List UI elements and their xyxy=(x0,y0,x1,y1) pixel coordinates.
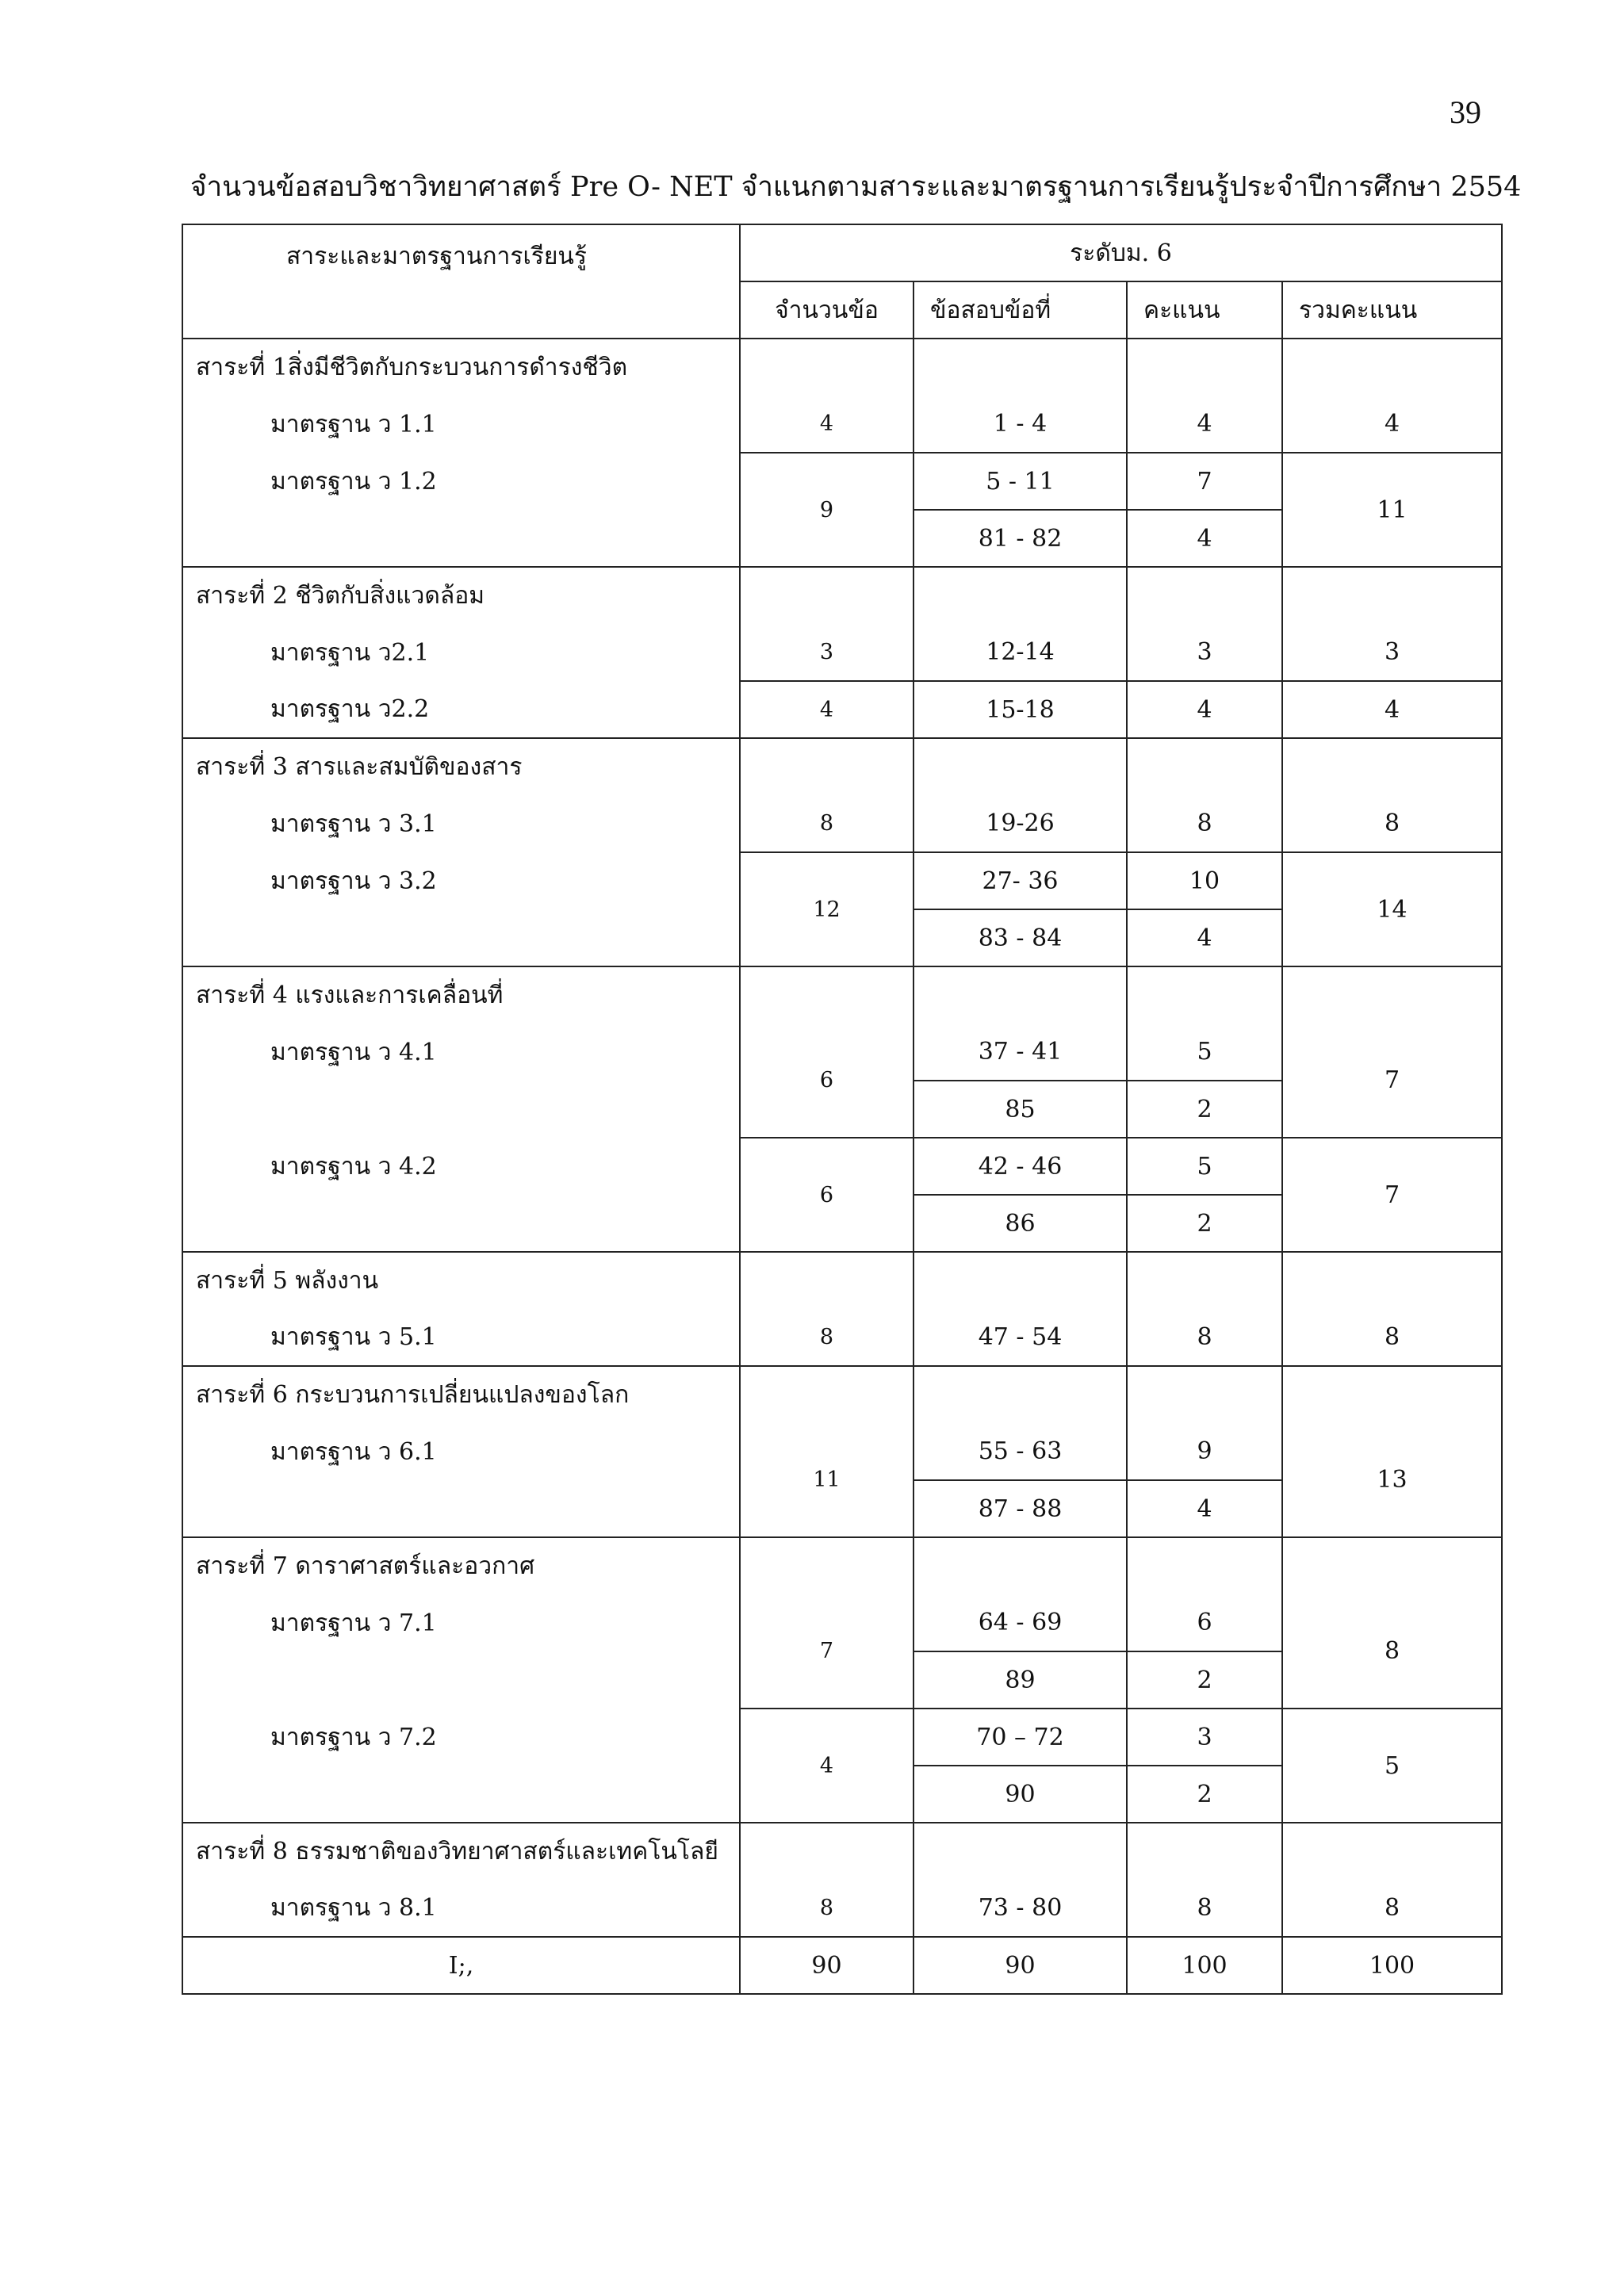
topic-empty-cell xyxy=(1127,1366,1282,1423)
topic-empty-cell xyxy=(1282,966,1502,1024)
grand-total-sum: 100 xyxy=(1282,1937,1502,1994)
question-items: 64 - 69 xyxy=(914,1594,1127,1651)
topic-empty-cell xyxy=(914,567,1127,624)
score: 2 xyxy=(1127,1766,1282,1823)
header-score-cell: คะแนน xyxy=(1127,281,1282,339)
topic-empty-cell xyxy=(914,1252,1127,1309)
total-score: 4 xyxy=(1282,396,1502,453)
standard-row xyxy=(182,681,1502,738)
standard-row xyxy=(182,624,1502,681)
header-topic-cell: สาระและมาตรฐานการเรียนรู้ xyxy=(182,224,740,339)
standard-row xyxy=(182,1024,1502,1081)
question-items: 55 - 63 xyxy=(914,1423,1127,1480)
topic-empty-cell xyxy=(740,339,914,396)
topic-label: สาระที่ 7 ดาราศาสตร์และอวกาศ xyxy=(182,1537,740,1594)
topic-label: สาระที่ 4 แรงและการเคลื่อนที่ xyxy=(182,966,740,1024)
question-items: 86 xyxy=(914,1195,1127,1252)
standard-name: มาตรฐาน ว 4.2 xyxy=(182,1138,740,1195)
question-count: 4 xyxy=(740,1709,914,1823)
standard-name xyxy=(182,1081,740,1138)
topic-label: สาระที่ 3 สารและสมบัติของสาร xyxy=(182,738,740,795)
topic-label: สาระที่ 1สิ่งมีชีวิตกับกระบวนการดำรงชีวิต xyxy=(182,339,740,396)
topic-empty-cell xyxy=(1282,1366,1502,1423)
total-score: 5 xyxy=(1282,1709,1502,1823)
question-items: 89 xyxy=(914,1651,1127,1709)
question-items: 87 - 88 xyxy=(914,1480,1127,1537)
score: 5 xyxy=(1127,1024,1282,1081)
standard-name: มาตรฐาน ว 4.1 xyxy=(182,1024,740,1081)
topic-empty-cell xyxy=(740,1823,914,1880)
topic-empty-cell xyxy=(1282,1823,1502,1880)
total-score: 8 xyxy=(1282,1594,1502,1709)
header-row-1 xyxy=(182,224,1502,281)
topic-empty-cell xyxy=(914,1823,1127,1880)
total-score: 14 xyxy=(1282,852,1502,966)
topic-empty-cell xyxy=(914,1366,1127,1423)
standard-row xyxy=(182,1138,1502,1195)
topic-empty-cell xyxy=(740,966,914,1024)
question-items: 81 - 82 xyxy=(914,510,1127,567)
question-count: 8 xyxy=(740,795,914,852)
standard-name: มาตรฐาน ว 3.1 xyxy=(182,795,740,852)
header-level-cell: ระดับม. 6 xyxy=(740,224,1502,281)
topic-empty-cell xyxy=(1127,966,1282,1024)
question-count: 11 xyxy=(740,1423,914,1537)
standard-row xyxy=(182,1423,1502,1480)
topic-empty-cell xyxy=(1282,339,1502,396)
score: 4 xyxy=(1127,681,1282,738)
header-count-cell: จำนวนข้อ xyxy=(740,281,914,339)
topic-row xyxy=(182,1823,1502,1880)
total-score: 11 xyxy=(1282,453,1502,567)
total-score: 7 xyxy=(1282,1138,1502,1252)
topic-row xyxy=(182,339,1502,396)
question-count: 6 xyxy=(740,1024,914,1138)
question-items: 42 - 46 xyxy=(914,1138,1127,1195)
topic-row xyxy=(182,1366,1502,1423)
topic-empty-cell xyxy=(740,1366,914,1423)
topic-row xyxy=(182,1252,1502,1309)
grand-total-row xyxy=(182,1937,1502,1994)
total-score: 3 xyxy=(1282,624,1502,681)
exam-distribution-table xyxy=(182,224,1503,1995)
standard-name: มาตรฐาน ว 6.1 xyxy=(182,1423,740,1480)
question-items: 47 - 54 xyxy=(914,1309,1127,1366)
standard-name: มาตรฐาน ว 1.1 xyxy=(182,396,740,453)
topic-empty-cell xyxy=(1127,1823,1282,1880)
standard-name: มาตรฐาน ว 7.2 xyxy=(182,1709,740,1766)
total-score: 13 xyxy=(1282,1423,1502,1537)
question-count: 6 xyxy=(740,1138,914,1252)
standard-row xyxy=(182,852,1502,909)
topic-empty-cell xyxy=(1127,1252,1282,1309)
standard-name: มาตรฐาน ว 3.2 xyxy=(182,852,740,909)
standard-row xyxy=(182,795,1502,852)
question-count: 4 xyxy=(740,681,914,738)
question-count: 12 xyxy=(740,852,914,966)
topic-empty-cell xyxy=(740,1252,914,1309)
topic-empty-cell xyxy=(1282,738,1502,795)
score: 3 xyxy=(1127,1709,1282,1766)
table-body xyxy=(182,224,1502,1994)
score: 2 xyxy=(1127,1081,1282,1138)
question-count: 3 xyxy=(740,624,914,681)
score: 4 xyxy=(1127,396,1282,453)
score: 8 xyxy=(1127,1309,1282,1366)
standard-row xyxy=(182,1594,1502,1651)
topic-empty-cell xyxy=(740,738,914,795)
standard-name: มาตรฐาน ว 8.1 xyxy=(182,1880,740,1937)
score: 4 xyxy=(1127,1480,1282,1537)
standard-name xyxy=(182,909,740,966)
standard-name xyxy=(182,1766,740,1823)
score: 7 xyxy=(1127,453,1282,510)
score: 2 xyxy=(1127,1195,1282,1252)
grand-total-score: 100 xyxy=(1127,1937,1282,1994)
standard-name: มาตรฐาน ว 7.1 xyxy=(182,1594,740,1651)
standard-row xyxy=(182,453,1502,510)
grand-total-items: 90 xyxy=(914,1937,1127,1994)
score: 4 xyxy=(1127,510,1282,567)
score: 8 xyxy=(1127,1880,1282,1937)
topic-empty-cell xyxy=(914,1537,1127,1594)
topic-empty-cell xyxy=(1127,567,1282,624)
question-items: 27- 36 xyxy=(914,852,1127,909)
question-count: 4 xyxy=(740,396,914,453)
question-items: 5 - 11 xyxy=(914,453,1127,510)
question-items: 37 - 41 xyxy=(914,1024,1127,1081)
standard-row xyxy=(182,1309,1502,1366)
header-items-cell: ข้อสอบข้อที่ xyxy=(914,281,1127,339)
question-items: 15-18 xyxy=(914,681,1127,738)
topic-empty-cell xyxy=(740,567,914,624)
score: 5 xyxy=(1127,1138,1282,1195)
header-total-cell: รวมคะแนน xyxy=(1282,281,1502,339)
topic-label: สาระที่ 8 ธรรมชาติของวิทยาศาสตร์และเทคโนโลยี xyxy=(182,1823,740,1880)
standard-name xyxy=(182,510,740,567)
grand-total-label: I;, xyxy=(182,1937,740,1994)
question-items: 12-14 xyxy=(914,624,1127,681)
score: 6 xyxy=(1127,1594,1282,1651)
topic-row xyxy=(182,966,1502,1024)
score: 4 xyxy=(1127,909,1282,966)
standard-name xyxy=(182,1480,740,1537)
score: 3 xyxy=(1127,624,1282,681)
total-score: 8 xyxy=(1282,795,1502,852)
standard-name xyxy=(182,1195,740,1252)
topic-empty-cell xyxy=(740,1537,914,1594)
total-score: 8 xyxy=(1282,1880,1502,1937)
score: 8 xyxy=(1127,795,1282,852)
topic-label: สาระที่ 5 พลังงาน xyxy=(182,1252,740,1309)
question-items: 90 xyxy=(914,1766,1127,1823)
question-count: 8 xyxy=(740,1309,914,1366)
question-items: 70 – 72 xyxy=(914,1709,1127,1766)
standard-name: มาตรฐาน ว 1.2 xyxy=(182,453,740,510)
document-title: จำนวนข้อสอบวิชาวิทยาศาสตร์ Pre O- NET จำแนกตามสาระและมาตรฐานการเรียนรู้ประจำปีการศึกษา 2554 xyxy=(190,171,1522,203)
question-items: 73 - 80 xyxy=(914,1880,1127,1937)
standard-name xyxy=(182,1651,740,1709)
topic-row xyxy=(182,738,1502,795)
grand-total-count: 90 xyxy=(740,1937,914,1994)
topic-empty-cell xyxy=(1127,1537,1282,1594)
standard-row xyxy=(182,1880,1502,1937)
question-items: 1 - 4 xyxy=(914,396,1127,453)
score: 2 xyxy=(1127,1651,1282,1709)
topic-empty-cell xyxy=(914,966,1127,1024)
standard-row xyxy=(182,1709,1502,1766)
topic-label: สาระที่ 6 กระบวนการเปลี่ยนแปลงของโลก xyxy=(182,1366,740,1423)
question-items: 85 xyxy=(914,1081,1127,1138)
page-number: 39 xyxy=(1450,94,1481,130)
question-count: 8 xyxy=(740,1880,914,1937)
topic-empty-cell xyxy=(914,738,1127,795)
question-items: 83 - 84 xyxy=(914,909,1127,966)
score: 10 xyxy=(1127,852,1282,909)
standard-name: มาตรฐาน ว2.2 xyxy=(182,681,740,738)
topic-row xyxy=(182,567,1502,624)
topic-empty-cell xyxy=(1282,567,1502,624)
question-count: 9 xyxy=(740,453,914,567)
topic-label: สาระที่ 2 ชีวิตกับสิ่งแวดล้อม xyxy=(182,567,740,624)
topic-empty-cell xyxy=(1127,339,1282,396)
total-score: 4 xyxy=(1282,681,1502,738)
total-score: 7 xyxy=(1282,1024,1502,1138)
question-items: 19-26 xyxy=(914,795,1127,852)
topic-empty-cell xyxy=(914,339,1127,396)
topic-empty-cell xyxy=(1282,1537,1502,1594)
topic-row xyxy=(182,1537,1502,1594)
standard-name: มาตรฐาน ว 5.1 xyxy=(182,1309,740,1366)
topic-empty-cell xyxy=(1127,738,1282,795)
topic-empty-cell xyxy=(1282,1252,1502,1309)
standard-row xyxy=(182,396,1502,453)
total-score: 8 xyxy=(1282,1309,1502,1366)
question-count: 7 xyxy=(740,1594,914,1709)
standard-name: มาตรฐาน ว2.1 xyxy=(182,624,740,681)
score: 9 xyxy=(1127,1423,1282,1480)
